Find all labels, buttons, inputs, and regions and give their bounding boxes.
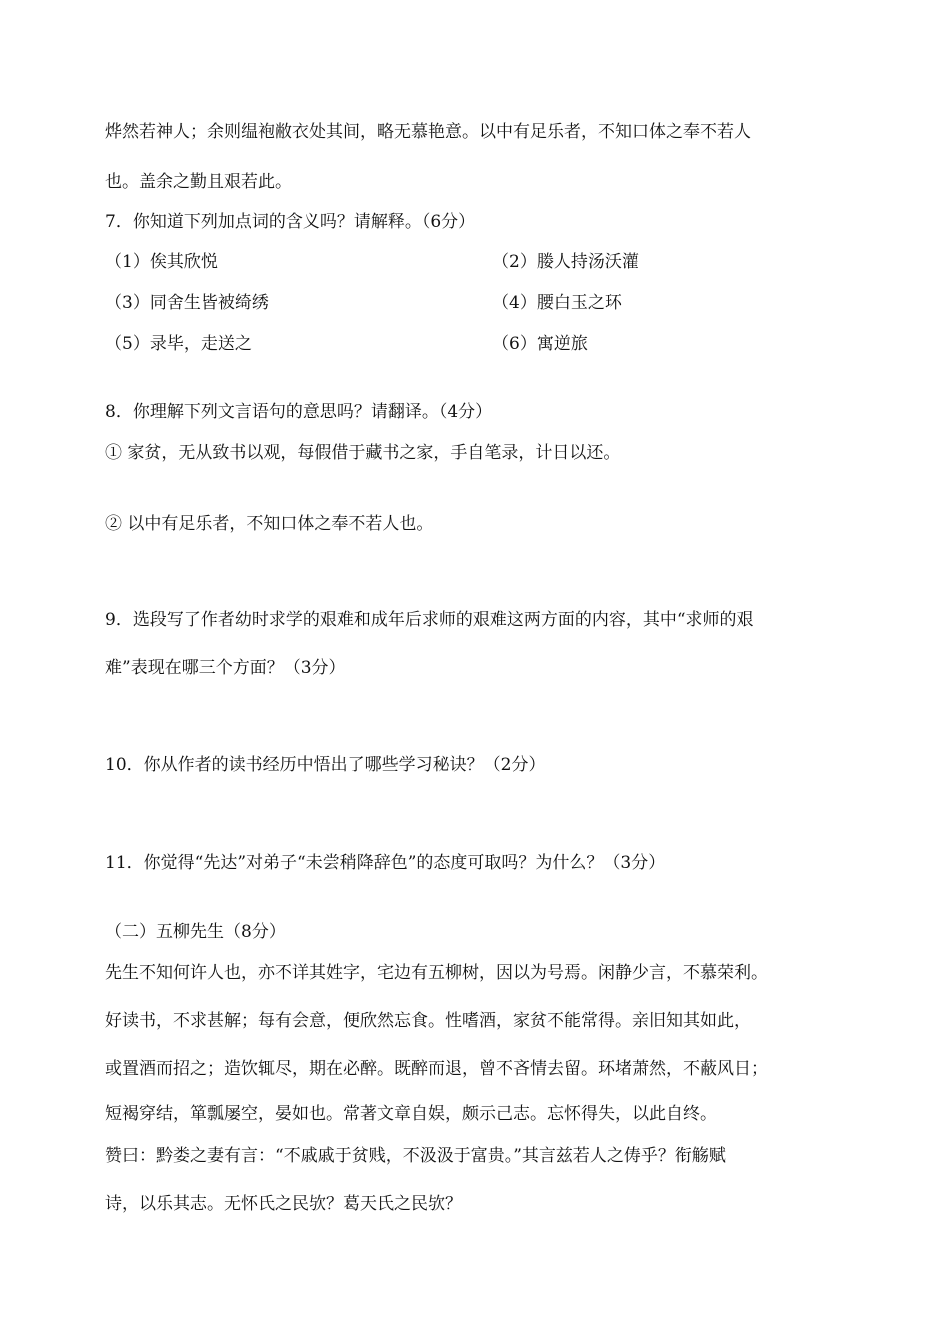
question-8-prompt: 8．你理解下列文言语句的意思吗？请翻译。（4分） xyxy=(105,402,493,422)
section-heading: （二）五柳先生（8分） xyxy=(105,922,286,942)
section-2-line: 诗，以乐其志。无怀氏之民欤？葛天氏之民欤？ xyxy=(105,1194,462,1214)
question-9-prompt: 9．选段写了作者幼时求学的艰难和成年后求师的艰难这两方面的内容，其中“求师的艰 xyxy=(105,610,754,630)
question-11-prompt: 11．你觉得“先达”对弟子“未尝稍降辞色”的态度可取吗？为什么？（3分） xyxy=(105,853,666,873)
passage-line: 烨然若神人；余则缊袍敝衣处其间，略无慕艳意。以中有足乐者，不知口体之奉不若人 xyxy=(105,122,751,142)
question-7-option: （3）同舍生皆被绮绣 xyxy=(105,293,269,313)
question-7-prompt: 7．你知道下列加点词的含义吗？请解释。（6分） xyxy=(105,212,476,232)
section-2-line: 好读书，不求甚解；每有会意，便欣然忘食。性嗜酒，家贫不能常得。亲旧知其如此， xyxy=(105,1011,751,1031)
section-2-line: 赞曰：黔娄之妻有言：“不戚戚于贫贱，不汲汲于富贵。”其言兹若人之俦乎？衔觞赋 xyxy=(105,1146,726,1166)
section-2-line: 短褐穿结，箪瓢屡空，晏如也。常著文章自娱，颇示己志。忘怀得失，以此自终。 xyxy=(105,1104,717,1124)
question-7-option: （2）媵人持汤沃灌 xyxy=(492,252,639,272)
question-7-option: （1）俟其欣悦 xyxy=(105,252,218,272)
question-7-option: （6）寓逆旅 xyxy=(492,334,588,354)
question-8-item: ② 以中有足乐者，不知口体之奉不若人也。 xyxy=(105,514,434,534)
question-7-option: （4）腰白玉之环 xyxy=(492,293,622,313)
question-10-prompt: 10．你从作者的读书经历中悟出了哪些学习秘诀？（2分） xyxy=(105,755,546,775)
section-2-line: 或置酒而招之；造饮辄尽，期在必醉。既醉而退，曾不吝情去留。环堵萧然，不蔽风日； xyxy=(105,1059,768,1079)
question-9-prompt: 难”表现在哪三个方面？（3分） xyxy=(105,658,346,678)
passage-line: 也。盖余之勤且艰若此。 xyxy=(105,172,292,192)
section-2-line: 先生不知何许人也，亦不详其姓字，宅边有五柳树，因以为号焉。闲静少言，不慕荣利。 xyxy=(105,963,768,983)
question-8-item: ① 家贫，无从致书以观，每假借于藏书之家，手自笔录，计日以还。 xyxy=(105,443,621,463)
question-7-option: （5）录毕，走送之 xyxy=(105,334,252,354)
